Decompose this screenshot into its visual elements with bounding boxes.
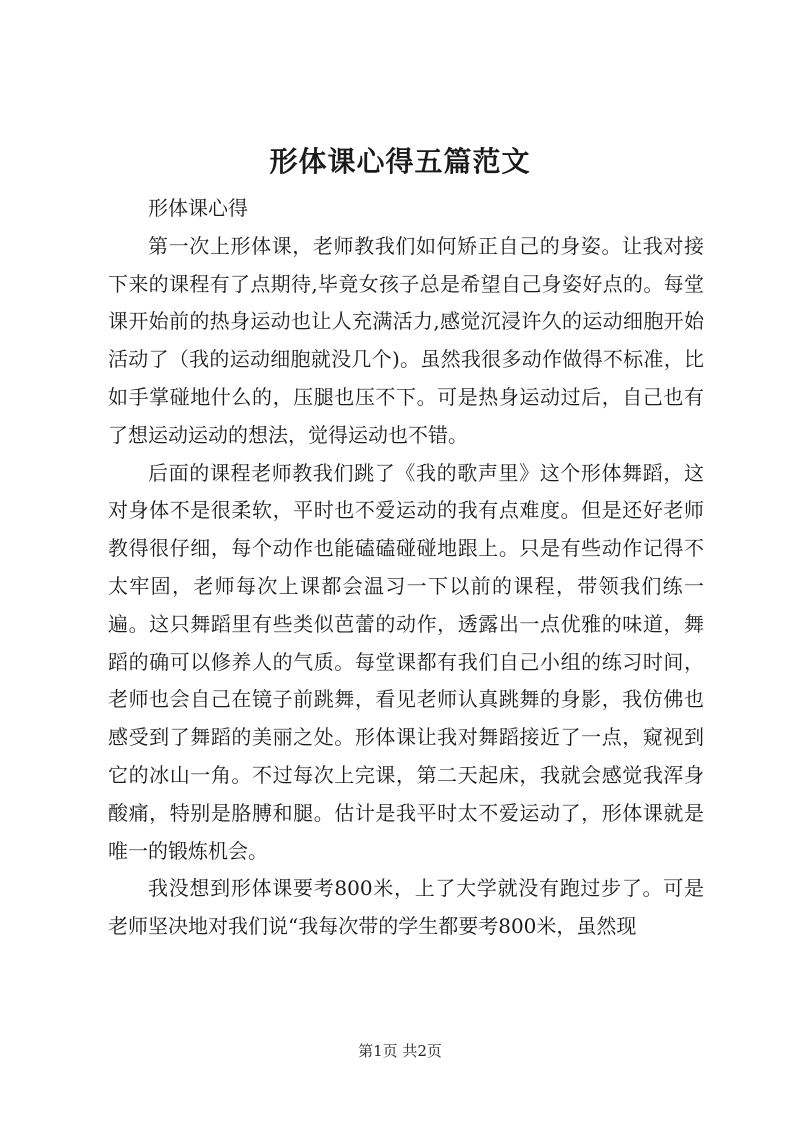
paragraph-subtitle: 形体课心得 <box>148 196 248 220</box>
paragraph-3: 我没想到形体课要考800米，上了大学就没有跑过步了。可是老师坚决地对我们说“我每次带的学生都要考800米，虽然现 <box>108 876 704 939</box>
page-footer: 第1页 共2页 <box>358 1042 442 1060</box>
document-title: 形体课心得五篇范文 <box>269 145 531 178</box>
paragraph-1: 第一次上形体课，老师教我们如何矫正自己的身姿。让我对接下来的课程有了点期待,毕竟女孩子总是希望自己身姿好点的。每堂课开始前的热身运动也让人充满活力,感觉沉浸许久的运动细胞开始活动了（我的运动细胞就没几个)。虽然我很多动作做得不标准，比如手掌碰地什么的，压腿也压不下。可是热身运动过后，自己也有了想运动运动的想法，觉得运动也不错。 <box>108 233 704 447</box>
paragraph-2: 后面的课程老师教我们跳了《我的歌声里》这个形体舞蹈，这对身体不是很柔软，平时也不爱运动的我有点难度。但是还好老师教得很仔细，每个动作也能磕磕碰碰地跟上。只是有些动作记得不太牢固，老师每次上课都会温习一下以前的课程，带领我们练一遍。这只舞蹈里有些类似芭蕾的动作，透露出一点优雅的味道，舞蹈的确可以修养人的气质。每堂课都有我们自己小组的练习时间，老师也会自己在镜子前跳舞，看见老师认真跳舞的身影，我仿佛也感受到了舞蹈的美丽之处。形体课让我对舞蹈接近了一点，窥视到它的冰山一角。不过每次上完课，第二天起床，我就会感觉我浑身酸痛，特别是胳膊和腿。估计是我平时太不爱运动了，形体课就是唯一的锻炼机会。 <box>108 460 704 863</box>
document-body <box>108 190 704 946</box>
